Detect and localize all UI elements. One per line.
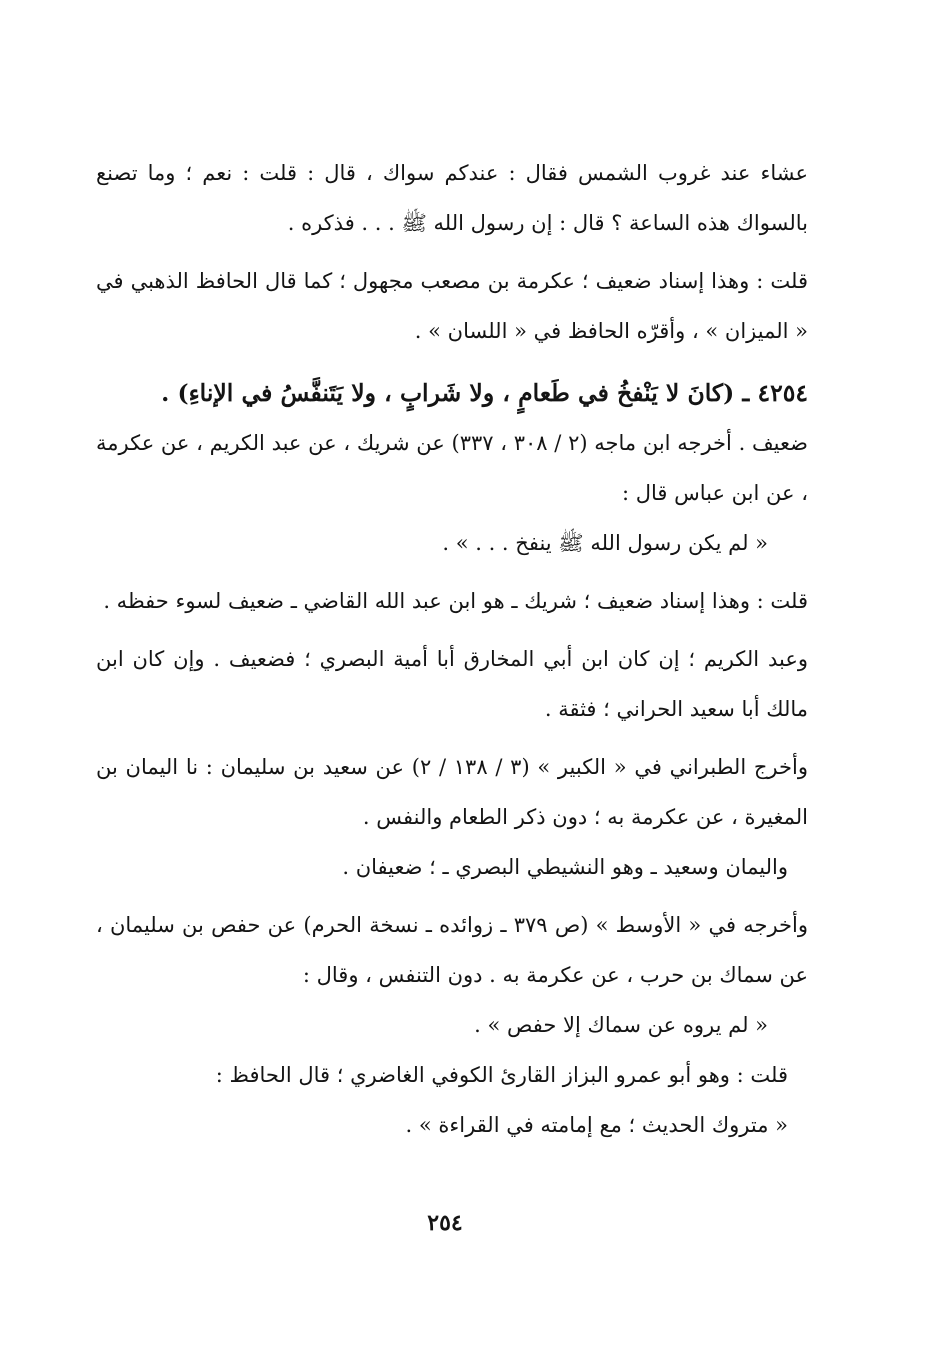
paragraph-tabarani: وأخرج الطبراني في « الكبير » (٣ / ١٣٨ / ٢) عن سعيد بن سليمان : نا اليمان بن المغيرة ، عن عكرمة به ؛ دون ذكر الطعام والنفس .: [96, 755, 808, 829]
paragraph-continuation: عشاء عند غروب الشمس فقال : عندكم سواك ، قال : قلت : نعم ؛ وما تصنع بالسواك هذه الساعة ؟ قال : إن رسول الله ﷺ . . . فذكره .: [96, 161, 808, 235]
paragraph-narrator-grade: واليمان وسعيد ـ وهو النشيطي البصري ـ ؛ ضعيفان .: [342, 855, 788, 879]
paragraph-comment: قلت : وهذا إسناد ضعيف ؛ شريك ـ هو ابن عبد الله القاضي ـ ضعيف لسوء حفظه .: [103, 589, 808, 613]
hadith-heading: ٤٢٥٤ ـ (كانَ لا يَنْفخُ في طَعامٍ ، ولا شَرابٍ ، ولا يَتَنفَّسُ في الإناءِ) .: [161, 379, 808, 407]
paragraph-comment: قلت : وهو أبو عمرو البزاز القارئ الكوفي الغاضري ؛ قال الحافظ :: [215, 1063, 788, 1087]
page-number: ٢٥٤: [427, 1210, 463, 1236]
paragraph-awsat: وأخرجه في « الأوسط » (ص ٣٧٩ ـ زوائده ـ نسخة الحرم) عن حفص بن سليمان ، عن سماك بن حرب ، عن عكرمة به . دون التنفس ، وقال :: [96, 913, 808, 987]
paragraph-quote: « متروك الحديث ؛ مع إمامته في القراءة » .: [405, 1113, 788, 1137]
paragraph-comment: قلت : وهذا إسناد ضعيف ؛ عكرمة بن مصعب مجهول ؛ كما قال الحافظ الذهبي في « الميزان » ، وأقرّه الحافظ في « اللسان » .: [96, 269, 808, 343]
paragraph-takhrij: ضعيف . أخرجه ابن ماجه (٢ / ٣٠٨ ، ٣٣٧) عن شريك ، عن عبد الكريم ، عن عكرمة ، عن ابن عباس قال :: [96, 431, 808, 505]
paragraph-narrator: وعبد الكريم ؛ إن كان ابن أبي المخارق أبا أمية البصري ؛ فضعيف . وإن كان ابن مالك أبا سعيد الحراني ؛ فثقة .: [96, 647, 808, 721]
paragraph-quote: « لم يكن رسول الله ﷺ ينفخ . . . » .: [442, 531, 768, 555]
page-body: [96, 148, 808, 1150]
paragraph-quote: « لم يروه عن سماك إلا حفص » .: [474, 1013, 768, 1037]
